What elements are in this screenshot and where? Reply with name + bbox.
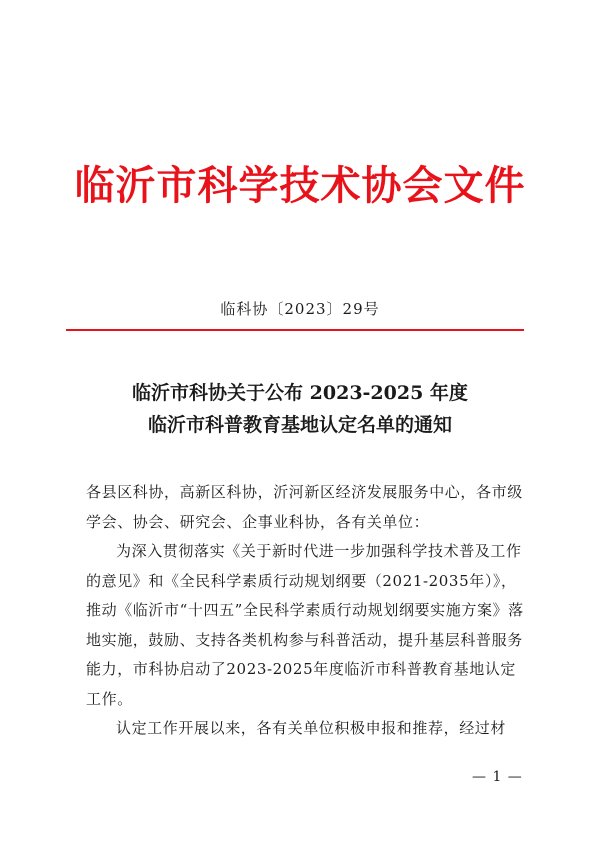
addressee-paragraph: 各县区科协，高新区科协，沂河新区经济发展服务中心，各市级学会、协会、研究会、企事业科协，各有关单位： [86,483,523,531]
notice-body [86,478,526,744]
notice-title [0,377,600,441]
notice-title-line-2: 临沂市科普教育基地认定名单的通知 [147,414,452,436]
notice-title-line-1: 临沂市科协关于公布 2023-2025 年度 [132,382,468,404]
body-paragraph-1: 为深入贯彻落实《关于新时代进一步加强科学技术普及工作的意见》和《全民科学素质行动规划纲要（2021-2035年）》，推动《临沂市“十四五”全民科学素质行动规划纲要实施方案》落地实施，鼓励、支持各类机构参与科普活动，提升基层科普服务能力，市科协启动了2023-2025年度临沂市科普教育基地认定工作。 [86,542,524,708]
document-number: 临科协〔2023〕29号 [220,300,380,318]
document-header-title: 临沂市科学技术协会文件 [74,162,526,209]
page-number: — 1 — [472,769,523,785]
body-paragraph-2: 认定工作开展以来，各有关单位积极申报和推荐，经过材 [116,719,507,737]
red-divider-line [66,329,524,331]
